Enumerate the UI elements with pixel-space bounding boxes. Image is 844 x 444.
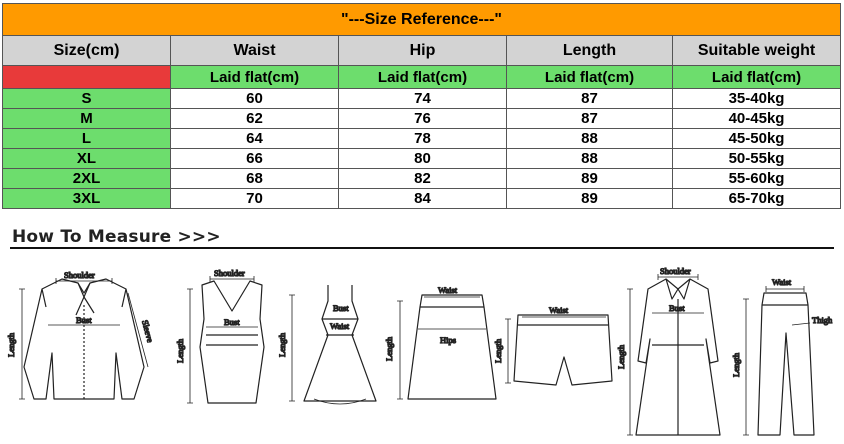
size-cell: L <box>3 129 171 149</box>
size-reference-table <box>2 3 841 209</box>
table-title-row <box>3 4 841 36</box>
hip-cell: 84 <box>339 189 507 209</box>
vest-illustration <box>187 276 264 403</box>
length-cell: 88 <box>507 129 673 149</box>
header-suitable-weight: Suitable weight <box>673 36 841 66</box>
size-cell: M <box>3 109 171 129</box>
length-cell: 88 <box>507 149 673 169</box>
hip-cell: 74 <box>339 89 507 109</box>
blouse-illustration <box>19 278 148 399</box>
table-subheader-row <box>3 66 841 89</box>
coat-shoulder-label: Shoulder <box>660 266 691 276</box>
pants-thigh-label: Thigh <box>812 315 833 325</box>
table-row <box>3 129 841 149</box>
table-row <box>3 89 841 109</box>
garment-measure-illustrations <box>2 249 840 439</box>
skirt-length-label: Length <box>384 336 394 361</box>
shorts-illustration <box>505 315 612 385</box>
waist-cell: 60 <box>171 89 339 109</box>
skirt-waist-label: Waist <box>438 285 458 295</box>
header-hip: Hip <box>339 36 507 66</box>
header-size: Size(cm) <box>3 36 171 66</box>
waist-cell: 64 <box>171 129 339 149</box>
subheader-blank <box>3 66 171 89</box>
size-cell: 2XL <box>3 169 171 189</box>
pants-waist-label: Waist <box>772 277 792 287</box>
length-cell: 87 <box>507 109 673 129</box>
subheader-length: Laid flat(cm) <box>507 66 673 89</box>
waist-cell: 62 <box>171 109 339 129</box>
table-row <box>3 189 841 209</box>
subheader-waist: Laid flat(cm) <box>171 66 339 89</box>
shorts-waist-label: Waist <box>549 305 569 315</box>
waist-cell: 66 <box>171 149 339 169</box>
table-header-row <box>3 36 841 66</box>
table-title: "---Size Reference---" <box>3 4 841 36</box>
header-length: Length <box>507 36 673 66</box>
weight-cell: 65-70kg <box>673 189 841 209</box>
skirt-illustration <box>397 295 496 399</box>
weight-cell: 50-55kg <box>673 149 841 169</box>
length-cell: 89 <box>507 189 673 209</box>
table-row <box>3 149 841 169</box>
how-to-measure-section <box>2 217 840 441</box>
hip-cell: 80 <box>339 149 507 169</box>
weight-cell: 55-60kg <box>673 169 841 189</box>
waist-cell: 70 <box>171 189 339 209</box>
waist-cell: 68 <box>171 169 339 189</box>
blouse-sleeve-label: Sleeve <box>140 318 156 344</box>
vest-bust-label: Bust <box>224 317 240 327</box>
hip-cell: 76 <box>339 109 507 129</box>
how-to-measure-title: How To Measure >>> <box>12 227 221 247</box>
blouse-length-label: Length <box>6 332 16 357</box>
size-cell: XL <box>3 149 171 169</box>
table-row <box>3 109 841 129</box>
vest-shoulder-label: Shoulder <box>214 268 245 278</box>
size-cell: S <box>3 89 171 109</box>
coat-bust-label: Bust <box>669 303 685 313</box>
coat-illustration <box>627 274 720 435</box>
hip-cell: 78 <box>339 129 507 149</box>
table-row <box>3 169 841 189</box>
length-cell: 89 <box>507 169 673 189</box>
shorts-length-label: Length <box>493 338 503 363</box>
weight-cell: 35-40kg <box>673 89 841 109</box>
subheader-hip: Laid flat(cm) <box>339 66 507 89</box>
vest-length-label: Length <box>175 338 185 363</box>
weight-cell: 45-50kg <box>673 129 841 149</box>
blouse-bust-label: Bust <box>76 315 92 325</box>
coat-length-label: Length <box>616 344 626 369</box>
length-cell: 87 <box>507 89 673 109</box>
header-waist: Waist <box>171 36 339 66</box>
skirt-hips-label: Hips <box>440 335 457 345</box>
subheader-weight: Laid flat(cm) <box>673 66 841 89</box>
dress-bust-label: Bust <box>333 303 349 313</box>
dress-waist-label: Waist <box>330 321 350 331</box>
blouse-shoulder-label: Shoulder <box>64 270 95 280</box>
hip-cell: 82 <box>339 169 507 189</box>
dress-length-label: Length <box>277 332 287 357</box>
pants-length-label: Length <box>731 352 741 377</box>
pants-illustration <box>743 286 814 435</box>
weight-cell: 40-45kg <box>673 109 841 129</box>
size-cell: 3XL <box>3 189 171 209</box>
